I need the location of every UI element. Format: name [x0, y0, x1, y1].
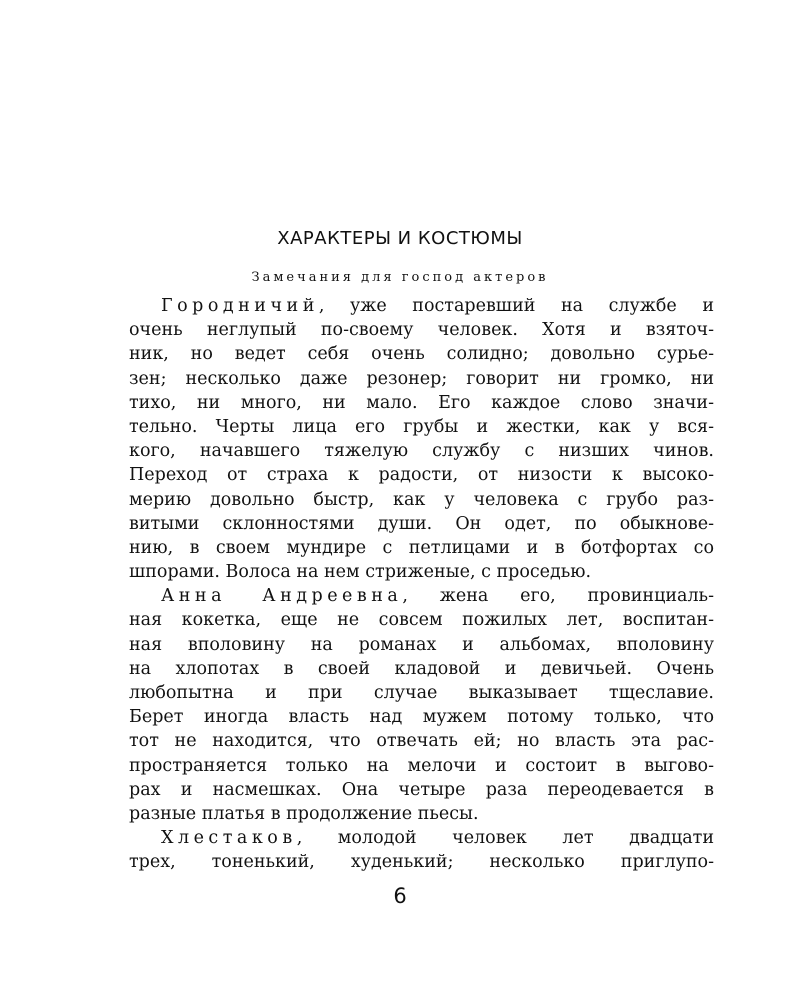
chapter-subtitle: Замечания для господ актеров — [251, 270, 549, 285]
text-line: любопытна и при случае выказывает тщеславие. — [129, 683, 714, 703]
text-line: витыми склонностями души. Он одет, по обыкнове- — [129, 513, 714, 534]
chapter-title: ХАРАКТЕРЫ И КОСТЮМЫ — [277, 228, 523, 249]
text-line: очень неглупый по-своему человек. Хотя и взяточ- — [129, 320, 714, 341]
text-line: разные платья в продолжение пьесы. — [129, 803, 479, 824]
character-name: Анна Андреевна — [161, 586, 403, 607]
text-line: зен; несколько даже резонер; говорит ни громко, ни — [129, 368, 714, 389]
text-line: кого, начавшего тяжелую службу с низших чинов. — [129, 441, 714, 462]
text-line: Берет иногда власть над мужем потому только, что — [129, 707, 714, 728]
text-fragment: , молодой человек лет двадцати — [296, 828, 714, 849]
text-line: на хлопотах в своей кладовой и девичьей. Очень — [129, 658, 714, 679]
text-line: тихо, ни много, ни мало. Его каждое слово значи- — [129, 392, 714, 413]
text-line: мерию довольно быстр, как у человека с грубо раз- — [129, 489, 714, 510]
text-line: рах и насмешках. Она четыре раза переодевается в — [129, 779, 714, 800]
character-name: Хлестаков — [161, 828, 297, 849]
page-number: 6 — [393, 884, 407, 908]
text-fragment: , уже постаревший на службе и — [318, 296, 714, 316]
text-line: ная кокетка, еще не совсем пожилых лет, воспитан- — [129, 610, 714, 631]
text-line: Переход от страха к радости, от низости к высоко- — [129, 465, 714, 486]
text-line — [129, 294, 714, 318]
text-fragment: , жена его, провинциаль- — [402, 586, 714, 607]
character-name: Городничий — [161, 296, 319, 316]
text-line — [129, 584, 714, 608]
text-line: нию, в своем мундире с петлицами и в ботфортах со — [129, 537, 714, 558]
text-line: тельно. Черты лица его грубы и жестки, как у вся- — [129, 416, 714, 437]
text-line: тот не находится, что отвечать ей; но власть эта рас- — [129, 731, 714, 752]
text-line: ная вполовину на романах и альбомах, вполовину — [129, 634, 714, 655]
body-text — [129, 294, 714, 875]
text-line: шпорами. Волоса на нем стриженые, с проседью. — [129, 562, 592, 583]
text-line: трех, тоненький, худенький; несколько приглупо- — [129, 852, 714, 873]
text-line — [129, 826, 714, 850]
text-line: пространяется только на мелочи и состоит в выгово- — [129, 755, 714, 776]
text-line: ник, но ведет себя очень солидно; довольно сурье- — [129, 344, 714, 365]
